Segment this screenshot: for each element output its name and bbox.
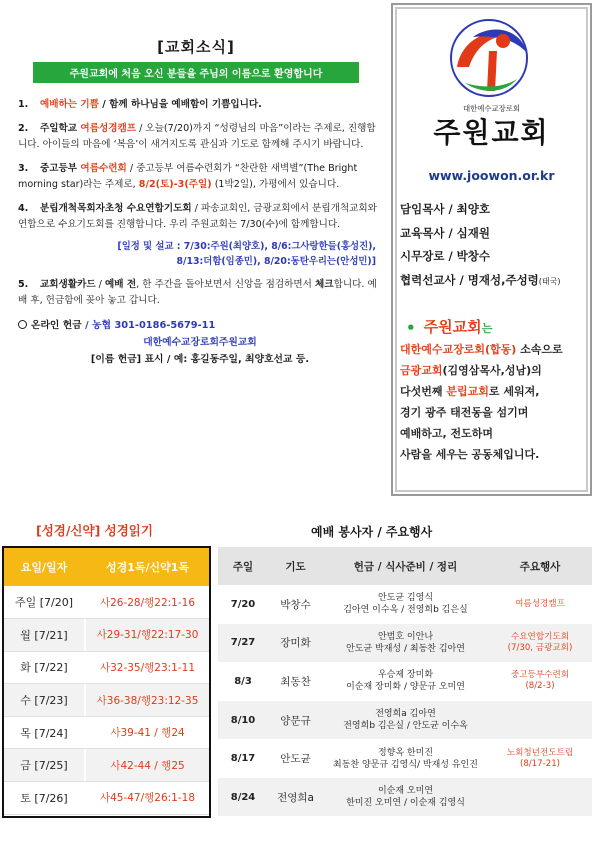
reading-passage: 사32-35/행23:1-11	[86, 651, 209, 684]
roster-row	[218, 739, 592, 778]
news-item-2	[10, 121, 382, 153]
roster-prayer: 안도균	[268, 739, 323, 778]
intro-text: (김영삼목사,성남)의	[442, 364, 542, 377]
duty-line: 이순재 오미연	[377, 786, 434, 797]
reading-passage: 사45-47/행26:1-18	[86, 782, 209, 815]
staff-name: 박창수	[456, 249, 490, 263]
news-item-5	[10, 277, 382, 309]
staff-role: 시무장로	[400, 249, 445, 263]
item-heading: 예배하는 기쁨	[40, 99, 99, 110]
item-bold: 예배 전	[104, 279, 137, 290]
news-item-4	[10, 201, 382, 233]
offering-label: 온라인 헌금	[31, 320, 82, 331]
header-event: 주요행사	[488, 547, 592, 585]
roster-duty	[323, 624, 488, 663]
duty-line: 전영희b 김은실 / 안도균 이수옥	[343, 721, 468, 732]
offering-note-label: [이름 헌금]	[90, 354, 142, 365]
event-line: 여름성경캠프	[515, 598, 565, 609]
staff-name: 최양호	[456, 202, 490, 216]
item-heading: 분립개척목회자초청 수요연합기도회	[40, 203, 192, 214]
roster-event	[488, 624, 592, 663]
denomination-label: 대한예수교장로회	[462, 104, 521, 113]
header-week: 주일	[218, 547, 268, 585]
welcome-banner: 주원교회에 처음 오신 분들을 주님의 이름으로 환영합니다	[33, 62, 359, 83]
roster-row	[218, 701, 592, 740]
item-text: / 오늘(7/20)까지 “성령님의 마음”이라는 주제로, 진행합니다. 아이들의 마음에 ‘복음’이 새겨지도록 관심과 기도로 함께해 주시기 바랍니다.	[18, 123, 376, 150]
news-item-3	[10, 161, 382, 193]
bullet-icon: •	[406, 319, 416, 337]
duty-line: 안범호 이안나	[377, 631, 434, 642]
news-title: [교회소식]	[157, 38, 235, 56]
roster-duty	[323, 701, 488, 740]
reading-passage: 사29-31/행22:17-30	[86, 619, 209, 652]
reading-day: 주일 [7/20]	[4, 586, 84, 619]
item-number: 1.	[18, 99, 29, 110]
reading-passage: 사39-41 / 행24	[86, 716, 209, 749]
staff-row: 협력선교사 / 명재성,주성령(태국)	[400, 272, 561, 287]
roster-week: 8/24	[218, 778, 268, 817]
offering-note-text: 표시 / 예: 홍길동주일, 최양호선교 등.	[141, 354, 310, 365]
roster-prayer: 박창수	[268, 585, 323, 624]
church-intro	[400, 317, 590, 465]
staff-row: 시무장로 / 박창수	[400, 249, 490, 263]
header-prayer: 기도	[268, 547, 323, 585]
intro-mother-church: 금광교회	[400, 364, 443, 377]
roster-prayer: 전영희a	[268, 778, 323, 817]
roster-prayer: 양문규	[268, 701, 323, 740]
item-text: /	[95, 279, 105, 290]
duty-line: 안도균 박재성 / 최동찬 김아연	[346, 643, 465, 654]
bible-row	[4, 749, 209, 782]
duty-line: 우승제 장미화	[377, 670, 434, 681]
reading-day: 수 [7/23]	[4, 684, 84, 717]
online-offering	[10, 317, 382, 368]
item-text: , 한 주간을 돌아보면서 신앙을 점검하면서	[136, 279, 316, 290]
roster-week: 8/10	[218, 701, 268, 740]
item-text: / 파송교회인, 금광교회에서 분립개척교회와 연합으로 수요기도회를 진행합니다. 우리 주원교회는 7/30(수)에 함께합니다.	[18, 203, 377, 230]
bible-row	[4, 651, 209, 684]
schedule-line: [일정 및 설교 : 7/30:주원(최양호), 8/6:그사랑한들(홍성진),	[117, 241, 376, 252]
header-reading: 성경1독/신약1독	[86, 548, 209, 586]
account-holder: 대한예수교장로회주원교회	[143, 337, 257, 348]
roster-title: 예배 봉사자 / 주요행사	[311, 525, 433, 539]
event-line: (8/2-3)	[525, 681, 555, 692]
item-date: 8/2(토)-3(주일)	[138, 179, 212, 190]
reading-day: 토 [7/26]	[4, 782, 84, 815]
roster-prayer: 최동찬	[268, 662, 323, 701]
reading-day: 목 [7/24]	[4, 716, 84, 749]
duty-line: 전영희a 김아연	[375, 709, 436, 720]
bible-row	[4, 586, 209, 619]
reading-passage: 사26-28/행22:1-16	[86, 586, 209, 619]
staff-role: 협력선교사	[400, 272, 456, 287]
bible-header-row	[4, 548, 209, 586]
event-line: 중고등부수련회	[510, 670, 570, 681]
schedule-line: 8/13:더함(임종민), 8/20:동탄우리는(안성민)]	[176, 256, 376, 267]
roster-event	[488, 739, 592, 778]
roster-week: 8/17	[218, 739, 268, 778]
reading-day: 화 [7/22]	[4, 651, 84, 684]
roster-event	[488, 701, 592, 740]
item-heading-highlight: 여름성경캠프	[80, 123, 137, 134]
duty-line: 김아연 이수옥 / 전영희b 김은실	[343, 605, 468, 616]
intro-text: 로 세워져,	[488, 385, 540, 398]
item-number: 2.	[18, 123, 29, 134]
item-heading: 교회생활카드	[40, 279, 96, 290]
offering-note	[18, 351, 382, 368]
duty-line: 정향옥 한미진	[377, 747, 434, 758]
item-text: (1박2일), 가평에서 있습니다.	[211, 179, 340, 190]
item-heading: 주일학교	[40, 123, 81, 134]
offering-account: / 농협 301-0186-5679-11	[81, 320, 216, 331]
duty-line: 안도균 김영식	[377, 593, 434, 604]
church-logo-icon	[443, 17, 535, 99]
roster-event	[488, 778, 592, 817]
staff-note: (태국)	[538, 276, 561, 286]
reading-passage: 사42-44 / 행25	[86, 749, 209, 782]
roster-row	[218, 662, 592, 701]
roster-row	[218, 585, 592, 624]
event-line: 노회청년전도트립	[506, 747, 574, 758]
prayer-schedule	[10, 239, 382, 269]
item-number: 3.	[18, 163, 29, 174]
intro-text: 경기 광주 태전동을 섬기며	[400, 406, 529, 419]
roster-duty	[323, 739, 488, 778]
item-text: / 중고등부 여름수련회가 “찬란한 새벽별”(The Bright morning star)라는 주제로,	[18, 163, 358, 190]
news-item-1	[10, 97, 382, 113]
item-bold: 체크	[315, 279, 334, 290]
bible-row	[4, 684, 209, 717]
roster-prayer: 장미화	[268, 624, 323, 663]
staff-name: 심재원	[456, 225, 490, 240]
roster-row	[218, 624, 592, 663]
duty-line: 최동찬 양문규 김영식/ 박재성 유인진	[333, 759, 478, 770]
intro-text: 소속으로	[516, 343, 563, 356]
staff-row: 담임목사 / 최양호	[400, 202, 490, 216]
roster-event	[488, 662, 592, 701]
event-line: (8/17-21)	[519, 758, 561, 769]
item-text: / 함께 하나님을 예배함이 기쁨입니다.	[98, 99, 262, 110]
item-number: 5.	[18, 279, 29, 290]
duty-line: 한미진 오미연 / 이순재 김영식	[346, 798, 465, 809]
header-day: 요일/일자	[4, 548, 84, 586]
event-line: (7/30, 금광교회)	[507, 642, 573, 653]
bible-row	[4, 619, 209, 652]
intro-text: 예배하고, 전도하며	[400, 427, 494, 440]
staff-list	[400, 198, 561, 293]
event-line: 수요연합기도회	[510, 631, 570, 642]
staff-role: 교육목사	[400, 225, 445, 240]
staff-name: 명재성,주성령	[467, 272, 539, 287]
website-link[interactable]: www.joowon.or.kr	[428, 168, 555, 183]
bible-row	[4, 716, 209, 749]
church-info-card	[391, 3, 592, 496]
staff-role: 담임목사	[400, 202, 445, 216]
circle-bullet-icon	[18, 320, 27, 329]
header-duty: 헌금 / 식사준비 / 정리	[323, 547, 488, 585]
reading-day: 금 [7/25]	[4, 749, 84, 782]
item-heading: 중고등부	[40, 163, 81, 174]
intro-highlight: 분립교회	[446, 385, 489, 398]
roster-event	[488, 585, 592, 624]
intro-denomination: 대한예수교장로회(합동)	[400, 343, 517, 356]
reading-day: 월 [7/21]	[4, 619, 84, 652]
roster-row	[218, 778, 592, 817]
intro-suffix: 는	[481, 322, 493, 335]
bible-reading-table	[2, 546, 211, 818]
roster-week: 8/3	[218, 662, 268, 701]
roster-duty	[323, 585, 488, 624]
roster-week: 7/27	[218, 624, 268, 663]
intro-text: 사람을 세우는 공동체입니다.	[400, 448, 540, 461]
reading-passage: 사36-38/행23:12-35	[86, 684, 209, 717]
roster-duty	[323, 778, 488, 817]
intro-text: 다섯번째	[400, 385, 447, 398]
intro-church-name: 주원교회	[423, 318, 482, 336]
bible-reading-title: [성경/신약] 성경읽기	[36, 523, 153, 538]
roster-week: 7/20	[218, 585, 268, 624]
item-heading-highlight: 여름수련회	[80, 163, 127, 174]
bible-row	[4, 782, 209, 815]
service-roster-table	[218, 547, 592, 817]
staff-row: 교육목사 / 심재원	[400, 225, 490, 240]
church-news	[10, 36, 382, 368]
item-text: 합니다. 예배 후, 헌금함에 꽂아 놓고 갑니다.	[18, 279, 377, 306]
roster-header-row	[218, 547, 592, 585]
roster-duty	[323, 662, 488, 701]
church-name: 주원교회	[433, 116, 550, 149]
item-number: 4.	[18, 203, 29, 214]
duty-line: 이순재 장미화 / 양문규 오미연	[346, 682, 465, 693]
